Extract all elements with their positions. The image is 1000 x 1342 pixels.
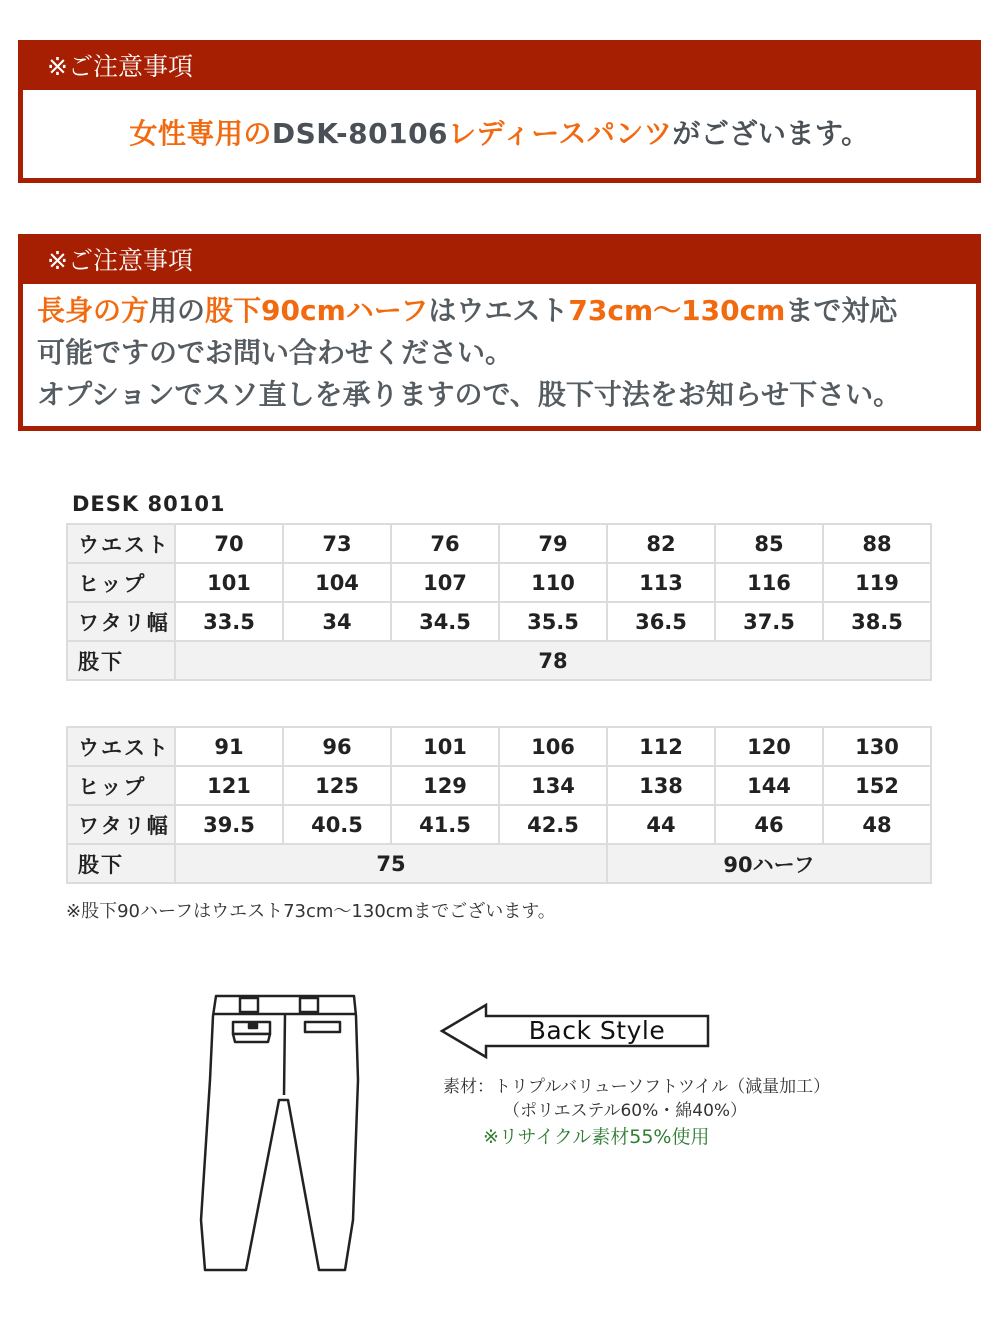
- table-cell: 129: [391, 766, 499, 805]
- row-label-watari: ワタリ幅: [67, 602, 175, 641]
- table-cell: 104: [283, 563, 391, 602]
- table-cell: 138: [607, 766, 715, 805]
- table-cell: 44: [607, 805, 715, 844]
- table-cell: 90ハーフ: [607, 844, 931, 883]
- pants-back-illustration-icon: [196, 990, 366, 1275]
- row-label-watari: ワタリ幅: [67, 805, 175, 844]
- table-cell: 36.5: [607, 602, 715, 641]
- table-cell: 35.5: [499, 602, 607, 641]
- recycled-note: ※リサイクル素材55%使用: [483, 1126, 710, 1148]
- table-cell: 42.5: [499, 805, 607, 844]
- table-cell: 112: [607, 727, 715, 766]
- notice-text-model: DSK-80106: [271, 117, 449, 150]
- table-cell: 107: [391, 563, 499, 602]
- notice-text-ladies-pants: レディースパンツ: [448, 117, 673, 150]
- back-style-label: Back Style: [528, 1016, 666, 1045]
- notice-text-women-only: 女性専用の: [129, 117, 272, 150]
- notice-text-waist: はウエスト: [428, 294, 569, 327]
- table-cell: 110: [499, 563, 607, 602]
- table-cell: 88: [823, 524, 931, 563]
- table-cell: 144: [715, 766, 823, 805]
- row-label-waist: ウエスト: [67, 727, 175, 766]
- size-table-1: [66, 523, 932, 681]
- notice-line-2: 可能ですのでお問い合わせください。: [37, 336, 514, 369]
- row-label-hip: ヒップ: [67, 563, 175, 602]
- table-row-inseam: [67, 844, 931, 883]
- table-row-waist: [67, 524, 931, 563]
- table-cell: 39.5: [175, 805, 283, 844]
- table-cell: 96: [283, 727, 391, 766]
- table-cell: 70: [175, 524, 283, 563]
- table-cell: 119: [823, 563, 931, 602]
- row-label-waist: ウエスト: [67, 524, 175, 563]
- notice-heading: ※ご注意事項: [23, 45, 976, 90]
- table-row-waist: [67, 727, 931, 766]
- footnote: ※股下90ハーフはウエスト73cm〜130cmまでございます。: [66, 901, 556, 922]
- table-cell: 82: [607, 524, 715, 563]
- table-cell: 79: [499, 524, 607, 563]
- table-row-watari: [67, 805, 931, 844]
- table-cell: 101: [391, 727, 499, 766]
- table-cell: 152: [823, 766, 931, 805]
- notice-inseam-half: 股下90cmハーフ: [205, 294, 429, 327]
- table-cell: 116: [715, 563, 823, 602]
- table-cell: 34: [283, 602, 391, 641]
- table-cell: 38.5: [823, 602, 931, 641]
- notice-text: [23, 284, 976, 416]
- notice-box-tall: [18, 234, 981, 431]
- table-cell: 130: [823, 727, 931, 766]
- row-label-inseam: 股下: [67, 641, 175, 680]
- notice-text-supported: まで対応: [785, 294, 898, 327]
- table-cell: 40.5: [283, 805, 391, 844]
- table-row-watari: [67, 602, 931, 641]
- model-number: DESK 80101: [72, 492, 226, 516]
- table-cell: 120: [715, 727, 823, 766]
- table-cell: 106: [499, 727, 607, 766]
- notice-tall-person: 長身の方: [37, 294, 150, 327]
- table-cell: 76: [391, 524, 499, 563]
- table-cell: 34.5: [391, 602, 499, 641]
- table-cell: 125: [283, 766, 391, 805]
- notice-waist-range: 73cm〜130cm: [568, 294, 786, 327]
- table-cell: 41.5: [391, 805, 499, 844]
- table-cell: 46: [715, 805, 823, 844]
- table-cell: 78: [175, 641, 931, 680]
- table-cell: 91: [175, 727, 283, 766]
- size-table-2: [66, 726, 932, 884]
- table-cell: 75: [175, 844, 607, 883]
- notice-text-ending: がございます。: [672, 117, 870, 150]
- table-row-inseam: [67, 641, 931, 680]
- row-label-inseam: 股下: [67, 844, 175, 883]
- table-cell: 85: [715, 524, 823, 563]
- table-cell: 73: [283, 524, 391, 563]
- material-composition: （ポリエステル60%・綿40%）: [503, 1101, 748, 1121]
- table-cell: 134: [499, 766, 607, 805]
- notice-line-3: オプションでスソ直しを承りますので、股下寸法をお知らせ下さい。: [37, 378, 902, 411]
- table-cell: 101: [175, 563, 283, 602]
- notice-text-for: 用の: [149, 294, 206, 327]
- material-line: 素材：トリプルバリューソフトツイル（減量加工）: [443, 1077, 831, 1097]
- notice-text: [23, 90, 976, 178]
- table-cell: 37.5: [715, 602, 823, 641]
- notice-box-women: [18, 40, 981, 183]
- table-row-hip: [67, 766, 931, 805]
- table-row-hip: [67, 563, 931, 602]
- notice-heading: ※ご注意事項: [23, 239, 976, 284]
- table-cell: 33.5: [175, 602, 283, 641]
- table-cell: 121: [175, 766, 283, 805]
- table-cell: 113: [607, 563, 715, 602]
- notice-line-1: [37, 290, 976, 332]
- table-cell: 48: [823, 805, 931, 844]
- row-label-hip: ヒップ: [67, 766, 175, 805]
